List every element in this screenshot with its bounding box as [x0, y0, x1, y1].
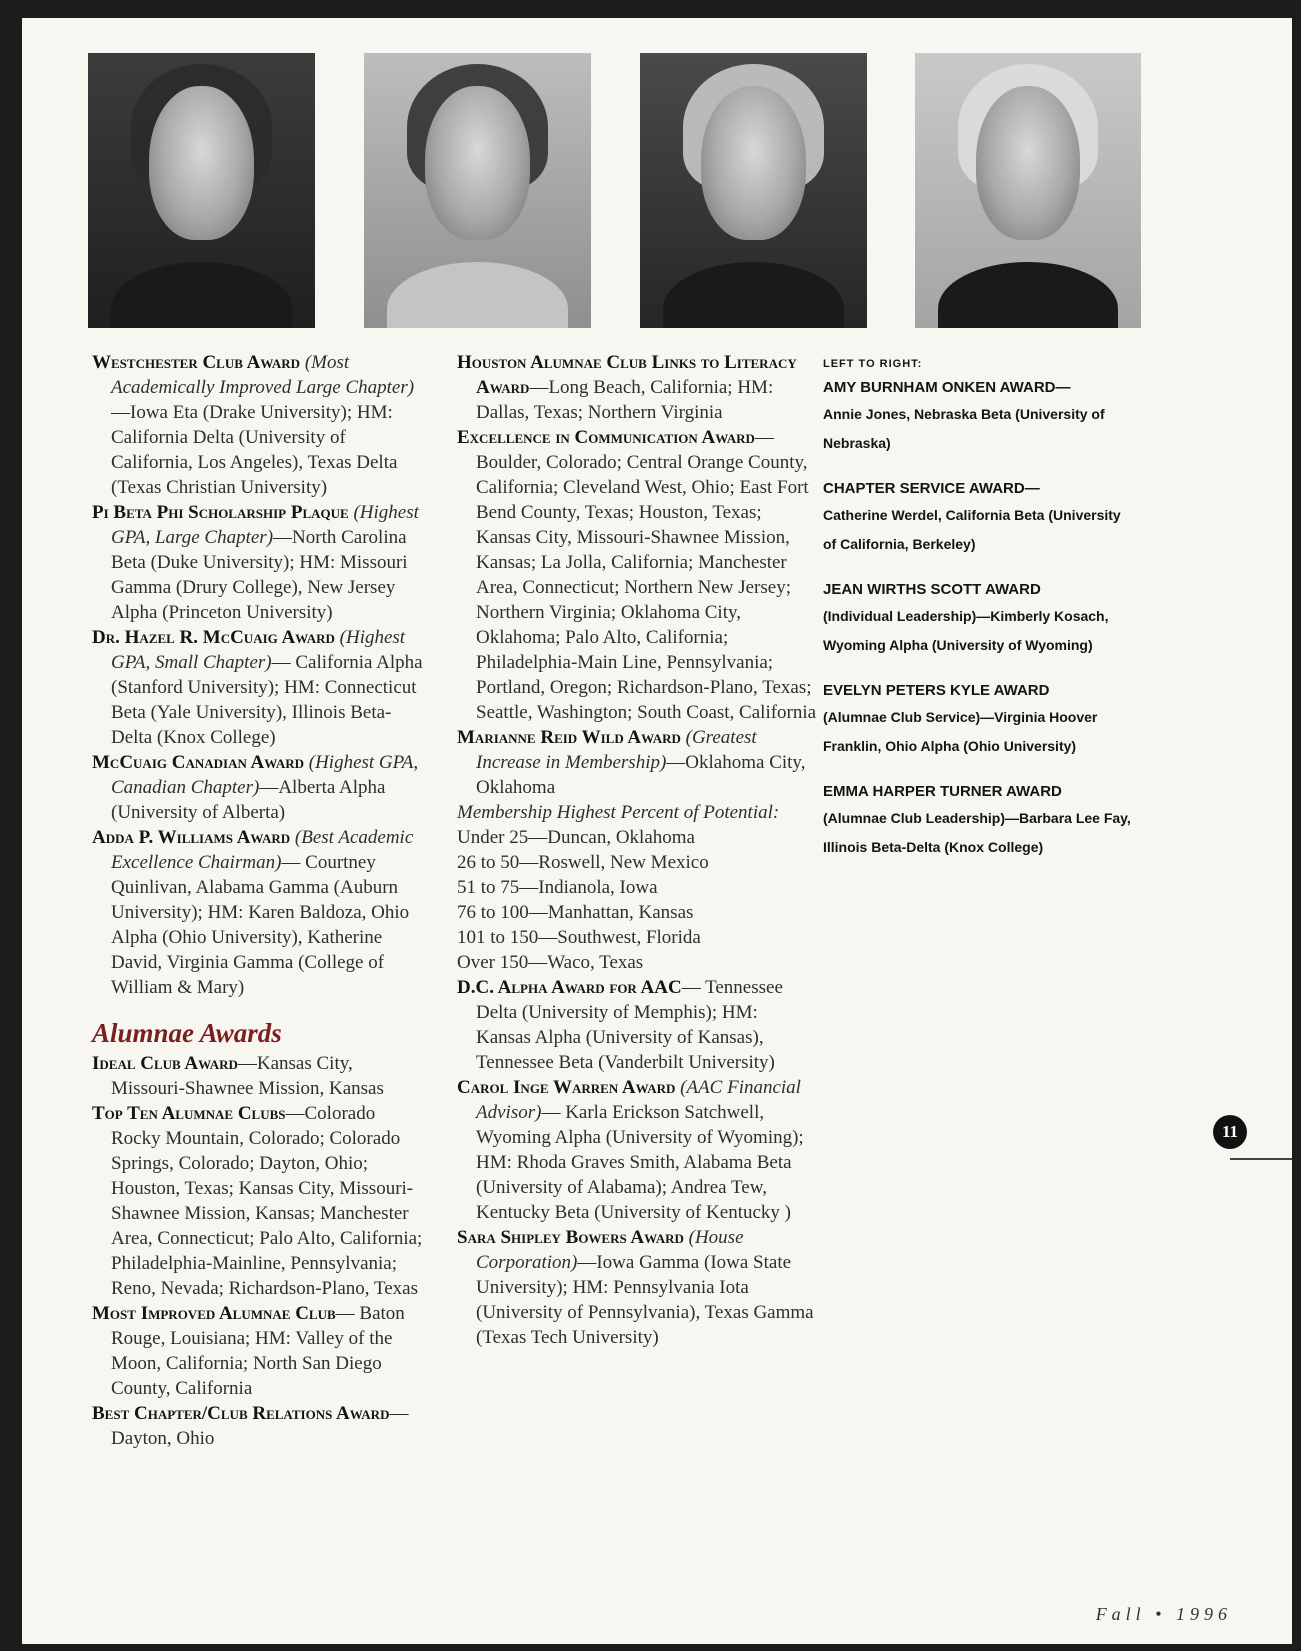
section-heading: Alumnae Awards [92, 1018, 282, 1048]
award-entry [457, 1075, 817, 1225]
membership-line: Over 150—Waco, Texas [457, 952, 644, 973]
magazine-page [22, 18, 1292, 1644]
award-recipients: —Long Beach, California; HM: Dallas, Texas; Northern Virginia [476, 377, 774, 423]
caption-label: LEFT TO RIGHT: [823, 358, 923, 370]
portrait-body [111, 262, 293, 328]
membership-line: 51 to 75—Indianola, Iowa [457, 877, 658, 898]
caption-award-name: EMMA HARPER TURNER AWARD [823, 783, 1062, 800]
award-entry [457, 1225, 817, 1350]
award-title: Adda P. Williams Award [92, 827, 291, 848]
award-title: Dr. Hazel R. McCuaig Award [92, 627, 335, 648]
award-description: (Highest GPA, Canadian Chapter) [111, 752, 419, 798]
award-recipients: — Baton Rouge, Louisiana; HM: Valley of the Moon, California; North San Diego County, California [111, 1303, 405, 1399]
award-description: (Highest GPA, Small Chapter) [111, 627, 406, 673]
award-entry [92, 825, 428, 1000]
award-entry [457, 350, 817, 425]
award-title: Excellence in Communication Award [457, 427, 755, 448]
portrait-face [701, 86, 805, 240]
page-number-rule [1230, 1158, 1292, 1160]
award-entry [92, 1101, 428, 1301]
award-recipients: —Iowa Eta (Drake University); HM: California Delta (University of California, Los Angeles), Texas Delta (Texas Christian University) [111, 402, 398, 498]
award-recipients: —Boulder, Colorado; Central Orange County, California; Cleveland West, Ohio; East Fort Bend County, Texas; Houston, Texas; Kansas City, Missouri-Shawnee Mission, Kansas; La Jolla, California; Manchester Area, Connecticut; Northern New Jersey; Northern Virginia; Oklahoma City, Oklahoma; Palo Alto, California; Philadelphia-Main Line, Pennsylvania; Portland, Oregon; Richardson-Plano, Texas; Seattle, Washington; South Coast, California [476, 427, 817, 723]
portrait-face [149, 86, 253, 240]
caption-award-detail: (Individual Leadership)—Kimberly Kosach, Wyoming Alpha (University of Wyoming) [823, 608, 1109, 653]
award-title: Sara Shipley Bowers Award [457, 1227, 684, 1248]
membership-line: Under 25—Duncan, Oklahoma [457, 827, 695, 848]
award-title: Carol Inge Warren Award [457, 1077, 676, 1098]
award-recipients: —Dayton, Ohio [111, 1403, 409, 1449]
award-recipients: —North Carolina Beta (Duke University); HM: Missouri Gamma (Drury College), New Jersey Alpha (Princeton University) [111, 527, 408, 623]
caption-award-detail: (Alumnae Club Leadership)—Barbara Lee Fay, Illinois Beta-Delta (Knox College) [823, 810, 1131, 855]
caption-award-name: JEAN WIRTHS SCOTT AWARD [823, 581, 1041, 598]
award-title: Most Improved Alumnae Club [92, 1303, 336, 1324]
award-entry [457, 975, 817, 1075]
award-entry [92, 500, 428, 625]
membership-line: 76 to 100—Manhattan, Kansas [457, 902, 694, 923]
award-entry [92, 350, 428, 500]
award-entry [92, 1301, 428, 1401]
award-recipients: —Oklahoma City, Oklahoma [476, 752, 806, 798]
award-title: Houston Alumnae Club Links to Literacy Award [457, 352, 797, 398]
award-recipients: —Colorado Rocky Mountain, Colorado; Colorado Springs, Colorado; Dayton, Ohio; Houston, Texas; Kansas City, Missouri-Shawnee Mission, Kansas; Manchester Area, Connecticut; Palo Alto, California; Philadelphia-Mainline, Pennsylvania; Reno, Nevada; Richardson-Plano, Texas [111, 1103, 423, 1299]
award-recipients: — Tennessee Delta (University of Memphis); HM: Kansas Alpha (University of Kansas), Tennessee Beta (Vanderbilt University) [476, 977, 783, 1073]
award-recipients: — Karla Erickson Satchwell, Wyoming Alpha (University of Wyoming); HM: Rhoda Graves Smith, Alabama Beta (University of Alabama); Andrea Tew, Kentucky Beta (University of Kentucky ) [476, 1102, 804, 1223]
award-recipients: —Kansas City, Missouri-Shawnee Mission, Kansas [111, 1053, 384, 1099]
award-description: (Best Academic Excellence Chairman) [111, 827, 414, 873]
portrait-photo-3 [640, 53, 867, 328]
caption-column [823, 358, 1133, 884]
membership-heading: Membership Highest Percent of Potential: [457, 802, 780, 823]
award-title: Top Ten Alumnae Clubs [92, 1103, 286, 1124]
award-description: (House Corporation) [476, 1227, 744, 1273]
award-recipients: — California Alpha (Stanford University); HM: Connecticut Beta (Yale University), Illinois Beta-Delta (Knox College) [111, 652, 423, 748]
caption-award-name: AMY BURNHAM ONKEN AWARD— [823, 379, 1071, 396]
award-description: (Greatest Increase in Membership) [476, 727, 757, 773]
portrait-photo-1 [88, 53, 315, 328]
award-title: Westchester Club Award [92, 352, 301, 373]
award-title: Ideal Club Award [92, 1053, 238, 1074]
award-entry [457, 425, 817, 725]
portrait-body [938, 262, 1119, 328]
caption-award-detail: Annie Jones, Nebraska Beta (University of Nebraska) [823, 406, 1105, 451]
award-entry [92, 625, 428, 750]
portrait-face [425, 86, 529, 240]
membership-line: 101 to 150—Southwest, Florida [457, 927, 701, 948]
portrait-photo-4 [915, 53, 1141, 328]
portrait-body [663, 262, 845, 328]
award-entry [92, 1401, 428, 1451]
award-recipients: —Alberta Alpha (University of Alberta) [111, 777, 386, 823]
award-entry [92, 1051, 428, 1101]
award-entry [92, 750, 428, 825]
award-description: (Highest GPA, Large Chapter) [111, 502, 419, 548]
award-title: McCuaig Canadian Award [92, 752, 304, 773]
award-entry [457, 725, 817, 800]
membership-line: 26 to 50—Roswell, New Mexico [457, 852, 709, 873]
award-title: D.C. Alpha Award for AAC [457, 977, 682, 998]
award-title: Pi Beta Phi Scholarship Plaque [92, 502, 349, 523]
award-title: Marianne Reid Wild Award [457, 727, 681, 748]
issue-footer: Fall • 1996 [1095, 1604, 1232, 1624]
award-description: (AAC Financial Advisor) [476, 1077, 801, 1123]
portrait-face [976, 86, 1080, 240]
award-title: Best Chapter/Club Relations Award [92, 1403, 390, 1424]
award-description: (Most Academically Improved Large Chapter) [111, 352, 415, 398]
portrait-photo-2 [364, 53, 591, 328]
page-number: 11 [1213, 1115, 1247, 1149]
left-column [92, 350, 428, 1451]
caption-award-detail: Catherine Werdel, California Beta (University of California, Berkeley) [823, 507, 1121, 552]
award-recipients: —Iowa Gamma (Iowa State University); HM: Pennsylvania Iota (University of Pennsylvania), Texas Gamma (Texas Tech University) [476, 1252, 814, 1348]
middle-column [457, 350, 817, 1350]
portrait-body [387, 262, 569, 328]
caption-award-detail: (Alumnae Club Service)—Virginia Hoover Franklin, Ohio Alpha (Ohio University) [823, 709, 1098, 754]
caption-award-name: CHAPTER SERVICE AWARD— [823, 480, 1040, 497]
award-recipients: — Courtney Quinlivan, Alabama Gamma (Auburn University); HM: Karen Baldoza, Ohio Alpha (Ohio University), Katherine David, Virginia Gamma (College of William & Mary) [111, 852, 410, 998]
caption-award-name: EVELYN PETERS KYLE AWARD [823, 682, 1050, 699]
